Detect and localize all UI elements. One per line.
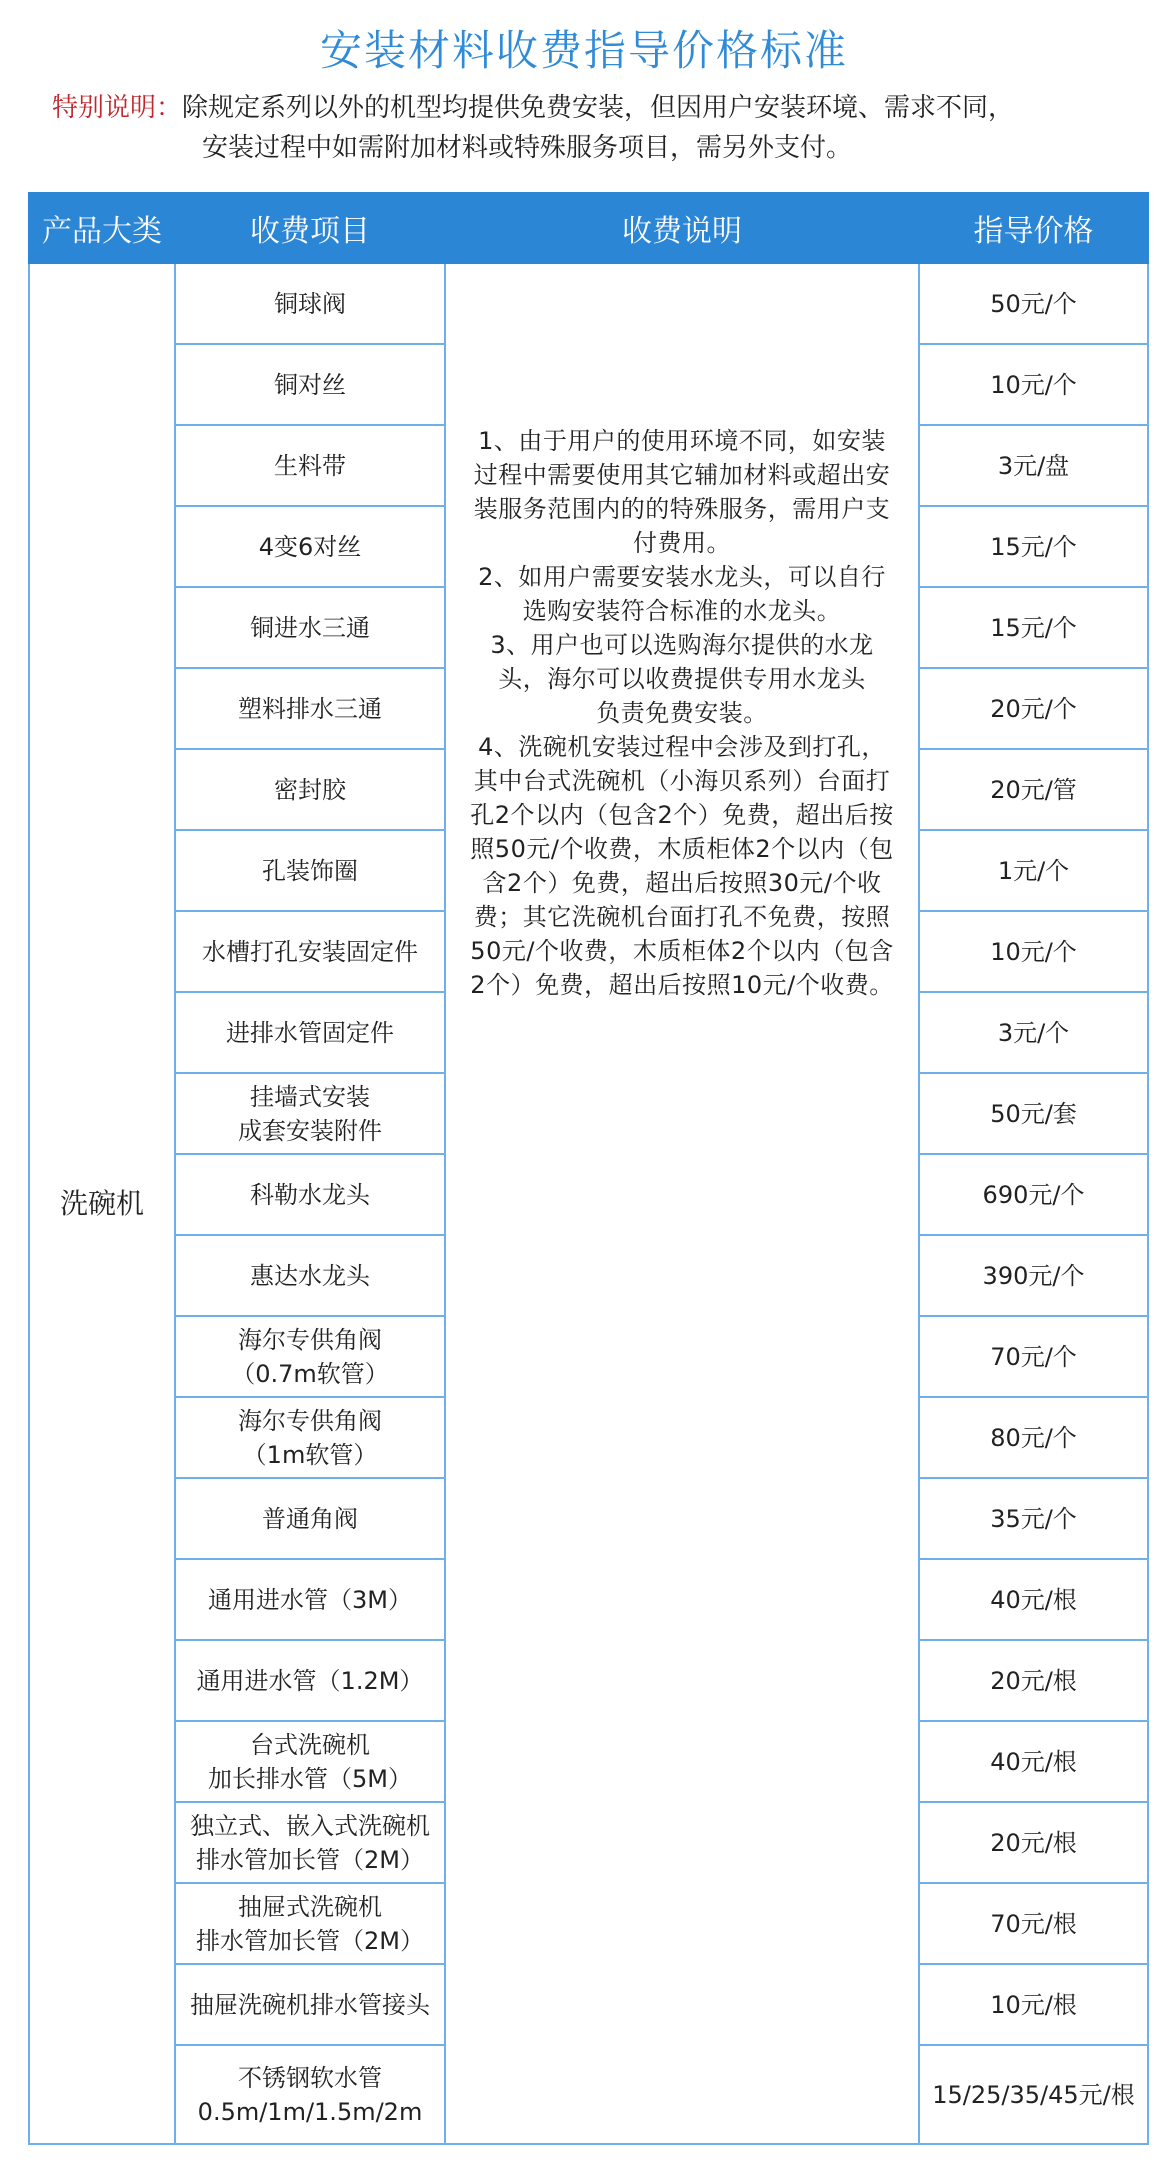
item-cell [175,1235,445,1316]
table-header-row [29,193,1148,263]
special-note-label: 特别说明： [52,93,183,123]
item-cell [175,830,445,911]
header-description: 收费说明 [445,193,919,263]
price-cell: 690元/个 [919,1154,1148,1235]
item-line: 抽屉洗碗机排水管接头 [190,1990,430,2019]
table-body [29,263,1148,2144]
price-cell: 20元/管 [919,749,1148,830]
item-cell [175,992,445,1073]
description-line: 含2个）免费，超出后按照30元/个收 [482,869,882,897]
description-line: 照50元/个收费，木质柜体2个以内（包 [470,835,894,863]
item-line: 惠达水龙头 [250,1261,370,1290]
item-cell [175,1397,445,1478]
item-cell [175,1073,445,1154]
item-cell [175,1316,445,1397]
item-line: 普通角阀 [262,1504,358,1533]
item-line: 生料带 [274,451,346,480]
description-cell [445,263,919,2144]
item-cell [175,749,445,830]
price-cell: 20元/根 [919,1640,1148,1721]
special-note-line1: 除规定系列以外的机型均提供免费安装，但因用户安装环境、需求不同， [182,93,1015,123]
price-cell: 50元/个 [919,263,1148,344]
item-line: 0.5m/1m/1.5m/2m [197,2097,423,2126]
price-cell: 15/25/35/45元/根 [919,2045,1148,2144]
price-cell: 40元/根 [919,1721,1148,1802]
price-cell: 80元/个 [919,1397,1148,1478]
item-cell [175,344,445,425]
item-line: 水槽打孔安装固定件 [202,937,418,966]
item-line: 成套安装附件 [238,1116,382,1145]
price-cell: 10元/个 [919,344,1148,425]
item-cell [175,1883,445,1964]
price-cell: 10元/个 [919,911,1148,992]
item-line: 排水管加长管（2M） [196,1926,424,1955]
item-line: 海尔专供角阀 [238,1406,382,1435]
item-line: 塑料排水三通 [238,694,382,723]
price-cell: 20元/个 [919,668,1148,749]
description-line: 付费用。 [633,529,731,557]
item-line: （1m软管） [242,1440,378,1469]
description-line: 2个）免费，超出后按照10元/个收费。 [470,971,894,999]
description-line: 50元/个收费，木质柜体2个以内（包含 [470,937,894,965]
description-line: 3、用户也可以选购海尔提供的水龙 [490,631,874,659]
item-line: 进排水管固定件 [226,1018,394,1047]
price-cell: 3元/盘 [919,425,1148,506]
price-cell: 15元/个 [919,587,1148,668]
item-cell [175,506,445,587]
price-cell: 15元/个 [919,506,1148,587]
item-line: 台式洗碗机 [250,1730,370,1759]
item-line: 铜进水三通 [250,613,370,642]
price-cell: 3元/个 [919,992,1148,1073]
description-line: 过程中需要使用其它辅加材料或超出安 [473,461,891,489]
description-line: 装服务范围内的的特殊服务，需用户支 [473,495,891,523]
item-line: 密封胶 [274,775,346,804]
special-note [52,88,1014,128]
description-line: 负责免费安装。 [596,699,768,727]
page-title: 安装材料收费指导价格标准 [319,26,848,75]
item-line: 4变6对丝 [258,532,362,561]
header-category: 产品大类 [29,193,175,263]
description-line: 费；其它洗碗机台面打孔不免费，按照 [473,903,891,931]
item-line: 抽屉式洗碗机 [238,1892,382,1921]
item-line: （0.7m软管） [231,1359,389,1388]
item-cell [175,2045,445,2144]
item-cell [175,1640,445,1721]
description-line: 2、如用户需要安装水龙头，可以自行 [478,563,886,591]
item-cell [175,1964,445,2045]
item-line: 孔装饰圈 [262,856,358,885]
item-cell [175,1559,445,1640]
price-cell: 70元/个 [919,1316,1148,1397]
item-cell [175,1721,445,1802]
special-note-line2: 安装过程中如需附加材料或特殊服务项目，需另外支付。 [202,133,853,163]
item-cell [175,1802,445,1883]
item-cell [175,1154,445,1235]
item-cell [175,263,445,344]
item-cell [175,911,445,992]
item-line: 排水管加长管（2M） [196,1845,424,1874]
item-line: 铜对丝 [274,370,346,399]
item-line: 铜球阀 [274,289,346,318]
price-cell: 35元/个 [919,1478,1148,1559]
description-line: 头，海尔可以收费提供专用水龙头 [498,665,866,693]
description-line: 4、洗碗机安装过程中会涉及到打孔， [478,733,886,761]
item-cell [175,425,445,506]
item-line: 加长排水管（5M） [208,1764,412,1793]
price-table [28,192,1149,2145]
header-item: 收费项目 [175,193,445,263]
item-cell [175,668,445,749]
description-line: 1、由于用户的使用环境不同，如安装 [478,427,886,455]
item-line: 通用进水管（3M） [208,1585,412,1614]
item-cell [175,1478,445,1559]
table-row [29,263,1148,344]
header-price: 指导价格 [919,193,1148,263]
description-line: 其中台式洗碗机（小海贝系列）台面打 [473,767,891,795]
price-cell: 390元/个 [919,1235,1148,1316]
item-line: 通用进水管（1.2M） [196,1666,424,1695]
item-line: 不锈钢软水管 [238,2063,382,2092]
price-cell: 20元/根 [919,1802,1148,1883]
item-line: 海尔专供角阀 [238,1325,382,1354]
item-line: 挂墙式安装 [250,1082,370,1111]
price-cell: 70元/根 [919,1883,1148,1964]
item-line: 独立式、嵌入式洗碗机 [190,1811,430,1840]
price-cell: 1元/个 [919,830,1148,911]
description-line: 孔2个以内（包含2个）免费，超出后按 [470,801,894,829]
price-cell: 50元/套 [919,1073,1148,1154]
description-line: 选购安装符合标准的水龙头。 [522,597,842,625]
price-cell: 40元/根 [919,1559,1148,1640]
category-cell: 洗碗机 [29,263,175,2144]
item-cell [175,587,445,668]
price-cell: 10元/根 [919,1964,1148,2045]
item-line: 科勒水龙头 [250,1180,370,1209]
